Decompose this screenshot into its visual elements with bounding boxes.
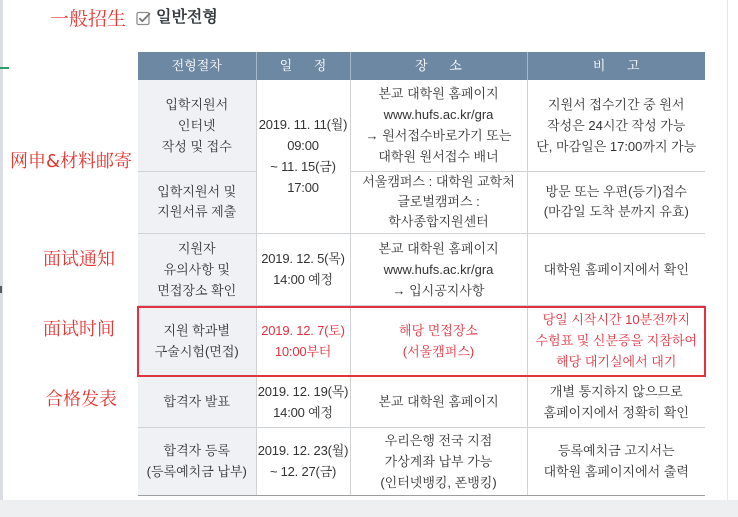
annotation-interview-time: 面试时间 xyxy=(43,319,115,340)
cell-text-line: 합격자 등록 xyxy=(163,443,230,458)
cell-text-line: 작성은 24시간 작성 가능 xyxy=(547,117,686,133)
step-cell xyxy=(138,427,256,495)
header-schedule: 일 정 xyxy=(256,52,350,80)
schedule-cell xyxy=(256,233,350,305)
cell-text-line: 합격자 발표 xyxy=(163,394,230,409)
admission-schedule-table xyxy=(138,52,705,496)
cell-text-line: 유의사항 및 xyxy=(163,261,230,277)
step-cell xyxy=(138,233,256,305)
cell-text-line: 2019. 12. 7(토) xyxy=(261,322,345,338)
cell-text-line: 해당 대기실에서 대기 xyxy=(556,354,677,369)
cell-text-line: 10:00부터 xyxy=(274,343,332,359)
cell-text-line: 지원자 xyxy=(177,240,216,256)
annotation-general-admission: 一般招生 xyxy=(50,8,127,30)
cell-text-line: (등록예치금 납부) xyxy=(146,464,247,479)
place-cell xyxy=(350,80,527,171)
checkbox-icon xyxy=(136,11,151,26)
table-row xyxy=(138,427,705,495)
cell-text-line: 지원 학과별 xyxy=(163,322,230,338)
table-row xyxy=(138,376,705,427)
cell-text-line: 인터넷 xyxy=(177,117,216,133)
step-cell xyxy=(138,376,256,427)
note-cell xyxy=(527,171,705,233)
cell-text-line: (마감일 도착 분까지 유효) xyxy=(543,204,689,219)
cell-text-line: 지원서 접수기간 중 원서 xyxy=(548,96,685,112)
section-title: 일반전형 xyxy=(156,9,218,26)
place-cell xyxy=(350,171,527,233)
step-cell xyxy=(138,80,256,171)
left-edge-fragment xyxy=(0,286,2,293)
cell-text-line: www.hufs.ac.kr/gra xyxy=(383,107,494,123)
cell-text-line: 당일 시작시간 10분전까지 xyxy=(542,312,690,327)
cell-text-line: → 원서접수바로가기 또는 xyxy=(365,128,512,144)
cell-text-line: 글로벌캠퍼스 : xyxy=(397,194,480,209)
annotation-result-announcement: 合格发表 xyxy=(45,389,117,410)
note-cell xyxy=(527,376,705,427)
table-row-highlighted xyxy=(138,305,705,376)
header-step: 전형절차 xyxy=(138,52,256,80)
schedule-cell xyxy=(256,80,350,233)
schedule-cell xyxy=(256,427,350,495)
table-row xyxy=(138,80,705,171)
place-cell xyxy=(350,427,527,495)
cell-text-line: 방문 또는 우편(등기)접수 xyxy=(545,184,687,199)
place-cell xyxy=(350,305,527,376)
cell-text-line: 작성 및 접수 xyxy=(161,138,232,154)
note-cell xyxy=(527,305,705,376)
table-row xyxy=(138,233,705,305)
cell-text-line: → 입시공지사항 xyxy=(392,282,485,298)
cell-text-line: 단, 마감일은 17:00까지 가능 xyxy=(536,138,697,154)
cell-text-line: 본교 대학원 홈페이지 xyxy=(378,394,499,409)
header-place: 장 소 xyxy=(350,52,527,80)
cell-text-line: 지원서류 제출 xyxy=(157,204,237,219)
note-cell xyxy=(527,233,705,305)
cell-text-line: 2019. 11. 11(월) xyxy=(258,117,348,133)
note-cell xyxy=(527,80,705,171)
left-edge-fragment xyxy=(0,67,9,69)
cell-text-line: 본교 대학원 홈페이지 xyxy=(378,240,499,256)
step-cell xyxy=(138,305,256,376)
header-note: 비 고 xyxy=(527,52,705,80)
bottom-band xyxy=(0,500,738,517)
cell-text-line: 입학지원서 및 xyxy=(157,184,237,199)
cell-text-line: 수험표 및 신분증을 지참하여 xyxy=(535,333,698,348)
note-cell xyxy=(527,427,705,495)
schedule-cell xyxy=(256,305,350,376)
cell-text-line: 14:00 예정 xyxy=(273,272,333,287)
step-cell xyxy=(138,171,256,233)
place-cell xyxy=(350,376,527,427)
cell-text-line: 14:00 예정 xyxy=(273,404,333,420)
cell-text-line: (인터넷뱅킹, 폰뱅킹) xyxy=(380,474,497,490)
right-edge-border xyxy=(727,0,728,500)
cell-text-line: (서울캠퍼스) xyxy=(402,343,475,359)
cell-text-line: 구술시험(면접) xyxy=(154,343,239,359)
cell-text-line: 09:00 xyxy=(287,138,319,154)
table-header-row xyxy=(138,52,705,80)
cell-text-line: 입학지원서 xyxy=(165,96,229,112)
annotation-interview-notice: 面试通知 xyxy=(43,249,115,270)
cell-text-line: 해당 면접장소 xyxy=(399,322,478,338)
cell-text-line: 대학원 홈페이지에서 출력 xyxy=(543,464,689,479)
cell-text-line: 개별 통지하지 않으므로 xyxy=(549,383,683,399)
cell-text-line: 대학원 원서접수 배너 xyxy=(378,149,499,165)
left-edge-border xyxy=(0,0,3,500)
cell-text-line: ~ 11. 15(금) xyxy=(270,159,336,175)
cell-text-line: 홈페이지에서 정확히 확인 xyxy=(543,404,689,420)
annotation-application: 网申&材料邮寄 xyxy=(10,151,133,172)
cell-text-line: 우리은행 전국 지점 xyxy=(384,432,493,448)
place-cell xyxy=(350,233,527,305)
cell-text-line: 학사종합지원센터 xyxy=(388,214,489,229)
cell-text-line: 등록예치금 고지서는 xyxy=(557,443,675,458)
cell-text-line: 본교 대학원 홈페이지 xyxy=(378,86,499,102)
table-row xyxy=(138,171,705,233)
cell-text-line: 대학원 홈페이지에서 확인 xyxy=(543,261,689,277)
cell-text-line: 2019. 12. 5(목) xyxy=(261,251,345,266)
cell-text-line: 면접장소 확인 xyxy=(157,282,237,298)
cell-text-line: www.hufs.ac.kr/gra xyxy=(383,261,494,277)
cell-text-line: 2019. 12. 23(월) xyxy=(257,443,349,458)
cell-text-line: 서울캠퍼스 : 대학원 교학처 xyxy=(362,174,515,189)
cell-text-line: 2019. 12. 19(목) xyxy=(257,383,349,399)
schedule-cell xyxy=(256,376,350,427)
cell-text-line: ~ 12. 27(금) xyxy=(269,464,337,479)
cell-text-line: 17:00 xyxy=(287,180,319,196)
cell-text-line: 가상계좌 납부 가능 xyxy=(384,453,493,469)
